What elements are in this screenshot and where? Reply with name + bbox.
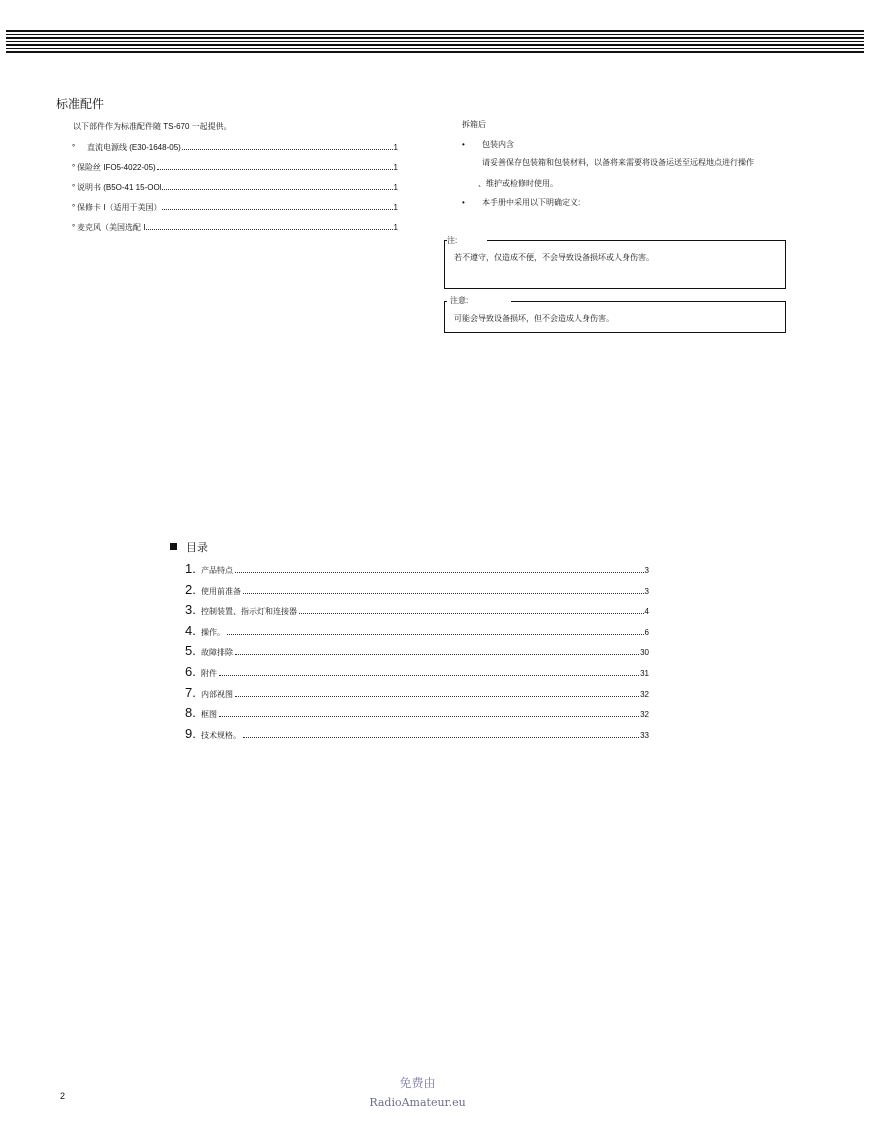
unpacking-title: 拆箱后	[462, 120, 486, 129]
accessory-qty: 1	[393, 163, 398, 172]
accessory-label: 保修卡 I（适用于美国）	[77, 203, 162, 212]
accessory-label: 直流电源线 (E30-1648-05)	[87, 143, 181, 152]
toc-number: 6.	[185, 663, 196, 679]
toc-entry	[185, 685, 649, 706]
toc-label: 内部视图	[201, 689, 233, 699]
toc-label: 操作。	[201, 627, 225, 637]
page-number: 2	[60, 1091, 66, 1101]
toc-label: 框图	[201, 710, 217, 720]
toc-label: 控制装置、指示灯和连接器	[201, 607, 297, 617]
package-contents-title: • 包装内含	[462, 140, 514, 149]
toc-number: 3.	[185, 602, 196, 618]
header-rule-band	[6, 30, 864, 54]
toc-entry	[185, 664, 649, 685]
package-desc-line1: 请妥善保存包装箱和包装材料，以备将来需要将设备运送至远程地点进行操作	[482, 158, 754, 167]
toc-label: 产品特点	[201, 566, 233, 575]
bullet: °	[72, 163, 76, 172]
square-bullet-icon	[170, 543, 177, 550]
watermark-site: RadioAmateur.eu	[369, 1096, 466, 1109]
toc-number: 8.	[185, 705, 196, 721]
accessory-item	[72, 162, 398, 182]
toc-page: 4	[644, 607, 649, 617]
caution-box	[444, 296, 786, 333]
caution-label: 注意:	[450, 296, 469, 305]
toc-number: 4.	[185, 622, 196, 638]
package-desc-line2: 、维护或检修时使用。	[478, 179, 558, 188]
bullet: °	[72, 203, 76, 212]
toc-label: 故障排除	[201, 648, 233, 658]
accessory-qty: 1	[393, 143, 398, 152]
accessory-qty: 1	[393, 223, 398, 232]
toc-number: 9.	[185, 725, 196, 741]
toc-page: 30	[640, 648, 649, 658]
bullet: •	[462, 140, 465, 149]
note-text: 若不遵守，仅造成不便，不会导致设备损坏或人身伤害。	[454, 253, 654, 262]
toc-page: 32	[640, 710, 649, 720]
toc-label: 附件	[201, 668, 217, 678]
accessory-item	[72, 142, 398, 162]
manual-definitions-note: • 本手册中采用以下明确定义:	[462, 198, 581, 207]
toc-number: 1.	[185, 561, 196, 576]
accessory-item	[72, 202, 398, 222]
toc-label: 使用前准备	[201, 586, 241, 596]
toc-number: 2.	[185, 581, 196, 597]
toc-number: 5.	[185, 643, 196, 659]
accessory-qty: 1	[393, 203, 398, 212]
toc-page: 6	[644, 627, 649, 637]
toc-page: 31	[640, 668, 649, 678]
toc-number: 7.	[185, 684, 196, 700]
accessories-list	[72, 142, 398, 242]
accessory-qty: 1	[393, 183, 398, 192]
bullet: •	[462, 198, 465, 207]
toc-entry	[185, 582, 649, 603]
toc-list	[185, 561, 649, 746]
toc-page: 32	[640, 689, 649, 699]
bullet: °	[72, 143, 76, 152]
caution-text: 可能会导致设备损坏，但不会造成人身伤害。	[454, 314, 614, 323]
toc-page: 3	[644, 566, 649, 575]
bullet: °	[72, 183, 76, 192]
toc-title: 目录	[170, 539, 208, 555]
toc-page: 3	[644, 586, 649, 596]
accessory-label: 说明书 (B5O-41 15-OOl	[77, 183, 162, 192]
accessory-item	[72, 182, 398, 202]
toc-entry	[185, 643, 649, 664]
bullet: °	[72, 223, 76, 232]
toc-entry	[185, 726, 649, 747]
toc-page: 33	[640, 730, 649, 740]
accessory-label: 保险丝 IFO5-4022-05)	[77, 163, 156, 172]
watermark-text: 免费由	[399, 1076, 436, 1090]
accessory-item	[72, 222, 398, 242]
accessories-intro: 以下部件作为标准配件随 TS-670 一起提供。	[73, 122, 232, 131]
toc-entry	[185, 623, 649, 644]
toc-label: 技术规格。	[201, 730, 241, 740]
accessory-label: 麦克风（美国选配 I	[77, 223, 146, 232]
accessories-title: 标准配件	[56, 97, 105, 111]
note-box	[444, 236, 786, 289]
note-label: 注:	[447, 236, 458, 245]
toc-entry	[185, 561, 649, 582]
toc-entry	[185, 602, 649, 623]
toc-entry	[185, 705, 649, 726]
